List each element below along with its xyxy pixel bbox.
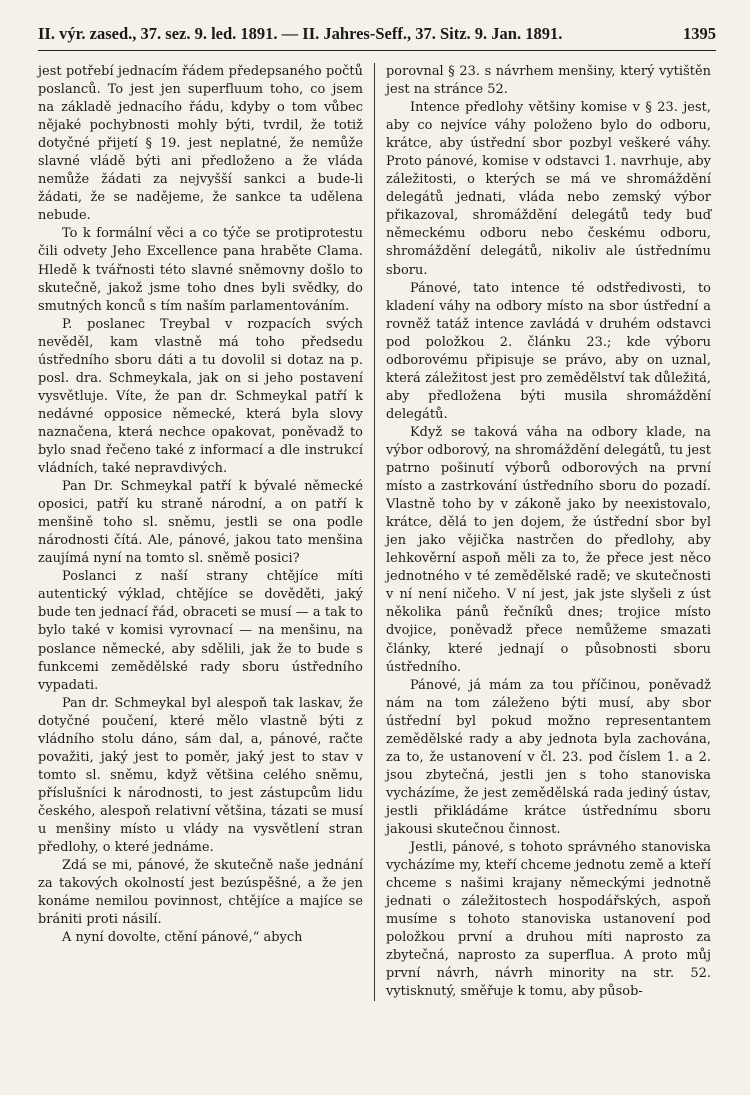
paragraph: Pánové, tato intence té odstředivosti, to kladení váhy na odbory místo na sbor ústřední a rovněž tatáž intence zavládá v druhém odstavci pod položkou 2. článku 23.; kde výboru odborovému připisuje se právo, aby on uznal, která záležitost jest pro zemědělství tak důležitá, aby předložena býti musila shromáždění delegátů. (386, 280, 711, 422)
left-column (38, 63, 374, 1001)
right-column (375, 63, 711, 1001)
header-session-info: II. výr. zased., 37. sez. 9. led. 1891. — II. Jahres-Seff., 37. Sitz. 9. Jan. 1891. (38, 24, 563, 43)
paragraph: Intence předlohy většiny komise v § 23. jest, aby co nejvíce váhy položeno bylo do odboru, krátce, aby ústřední sbor pozbyl veškeré váhy. Proto pánové, komise v odstavci 1. navrhuje, aby záležitosti, o kterých se má ve shromáždění delegátů jednati, vláda nebo zemský výbor přikazoval, shromáždění delegátů tedy buď německému odboru nebo českému odboru, shromáždění delegátů, nikoliv ale ústřednímu sboru. (386, 100, 711, 278)
paragraph: Pánové, já mám za tou příčinou, poněvadž nám na tom záleženo býti musí, aby sbor ústřední byl pokud možno representantem zemědělské rady a aby jednota byla zachována, za to, že ustanovení v čl. 23. pod číslem 1. a 2. jsou zbytečná, jestli jen s toho stanoviska vycházíme, že jest zemědělská rada jediný ústav, jestli přikládáme krátce ústřednímu sboru jakousi skutečnou činnost. (386, 677, 711, 837)
page-number: 1395 (683, 24, 716, 43)
text-columns (38, 63, 716, 1001)
paragraph: A nyní dovolte, ctění pánové,“ abych (62, 930, 303, 946)
paragraph: Poslanci z naší strany chtějíce míti autentický výklad, chtějíce se dověděti, jaký bude ten jednací řád, obraceti se musí — a tak to bylo také v komisi vyrovnací — na menšinu, na poslance německé, aby sdělili, jak že to bude s funkcemi zemědělské rady sboru ústředního vypadati. (38, 569, 363, 693)
paragraph: Pan dr. Schmeykal byl alespoň tak laskav, že dotyčné poučení, které mělo vlastně býti z vládního stolu dáno, sám dal, a, pánové, račte považiti, jaký jest to poměr, jaký jest to stav v tomto sl. sněmu, když většina celého sněmu, příslušníci k národnosti, to jest zástupcům lidu českého, alespoň relativní většina, tázati se musí u menšiny místo u vlády na vysvětlení stran předlohy, o které jednáme. (38, 695, 363, 856)
page-header (38, 24, 716, 51)
paragraph: porovnal § 23. s návrhem menšiny, který vytištěn jest na stránce 52. (386, 64, 711, 98)
paragraph: Jestli, pánové, s tohoto správného stanoviska vycházíme my, kteří chceme jednotu země a kteří chceme s našimi krajany německými jednotně jednati o záležitostech hospodářských, aspoň musíme s tohoto stanoviska ustanovení pod položkou první a druhou míti naprosto za zbytečná, naprosto za superflua. A proto můj první návrh, návrh minority na str. 52. vytisknutý, směřuje k tomu, aby působ- (386, 840, 711, 1000)
paragraph: Když se taková váha na odbory klade, na výbor odborový, na shromáždění delegátů, tu jest patrno pošinutí výborů odborových na první místo a zastrkování ústředního sboru do pozadí. Vlastně toho by v zákoně jako by neexistovalo, krátce, dělá to jen dojem, že ústřední sbor byl jen jako vějička nastrčen do předlohy, aby lehkověrní aspoň měli za to, že přece jest něco jednotného v té zemědělské radě; ve skutečnosti v ní není ničeho. V ní jest, jak jste slyšeli z úst několika pánů řečníků dnes; trojice místo dvojice, poněvadž přece nemůžeme smazati články, které jednají o působnosti sboru ústředního. (386, 424, 711, 675)
paragraph: jest potřebí jednacím řádem předepsaného počtů poslanců. To jest jen superfluum toho, co jsem na základě jednacího řádu, kdyby o tom vůbec nějaké pochybnosti mohly býti, tvrdil, že totiž dotyčné přijetí § 19. jest neplatné, že nemůže slavné vládě býti ani předloženo a že vláda nemůže žádati za nejvyšší sankci a bude-li žádati, že se nadějeme, že sankce ta udělena nebude. (38, 64, 363, 224)
paragraph: Pan Dr. Schmeykal patří k bývalé německé oposici, patří ku straně národní, a on patří k menšině toho sl. sněmu, jestli se ona podle národnosti čítá. Ale, pánové, jakou tato menšina zaujímá nyní na tomto sl. sněmě posici? (38, 479, 363, 567)
paragraph: To k formální věci a co týče se protiprotestu čili odvety Jeho Excellence pana hraběte Clama. Hledě k tvářnosti této slavné sněmovny došlo to skutečně, jakož jsme toho dnes byli svědky, do smutných konců s tím naším parlamentováním. (38, 226, 363, 314)
paragraph: Zdá se mi, pánové, že skutečně naše jednání za takových okolností jest bezúspěšné, a že jen konáme nemilou povinnost, chtějíce a majíce se brániti proti násilí. (38, 858, 363, 928)
paragraph: P. poslanec Treybal v rozpacích svých nevěděl, kam vlastně má toho předsedu ústředního sboru dáti a tu dovolil si dotaz na p. posl. dra. Schmeykala, jak on si jeho postavení vysvětluje. Víte, že pan dr. Schmeykal patří k nedávné opposice německé, která byla slovy naznačena, která nechce opakovat, poněvadž to bylo snad řečeno také z informací a dle instrukcí vládních, také nepravdivých. (38, 316, 363, 477)
